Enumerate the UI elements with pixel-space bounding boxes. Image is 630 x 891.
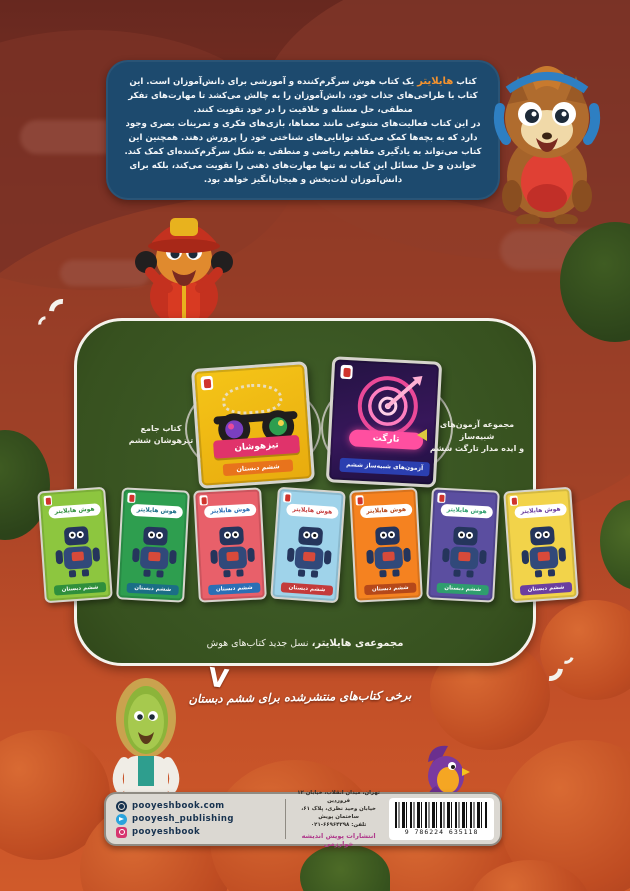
series-book-grade-band: ششم دبستان <box>126 583 178 596</box>
right-book-caption: مجموعه آزمون‌های شبیه‌ساز و ایده مدار تارگت ششم <box>429 419 525 455</box>
telegram-handle[interactable]: pooyesh_publishing <box>132 814 234 824</box>
website-url[interactable]: pooyeshbook.com <box>132 801 225 811</box>
chipmunk-mascot <box>478 56 616 224</box>
series-book-cover <box>193 487 267 602</box>
tagline-text: برخی کتاب‌های منتشرشده برای ششم دبستان <box>188 688 412 706</box>
series-caption: مجموعه‌ی هایلایتر، نسل جدید کتاب‌های هوش <box>206 638 404 649</box>
series-books-row <box>41 489 575 619</box>
series-book-title: هوش هایلایتر <box>360 504 413 519</box>
series-book-grade-band: ششم دبستان <box>437 583 489 596</box>
publisher-logo-icon <box>437 493 446 503</box>
barcode-bars <box>395 802 488 828</box>
publisher-logo-icon <box>200 376 213 391</box>
checkmark-decoration: V <box>206 662 231 696</box>
intro-text-panel <box>106 60 500 200</box>
contact-links <box>106 801 279 838</box>
telegram-icon <box>116 814 127 825</box>
publisher-name: انتشارات پویش اندیشه خوارزمی <box>301 831 376 848</box>
instagram-row[interactable] <box>116 827 279 838</box>
barcode-number: 9 786224 635118 <box>404 828 479 836</box>
publisher-logo-icon <box>509 496 518 507</box>
book-title-highlight: هایلایتر <box>417 76 454 87</box>
robot-illustration <box>47 519 107 581</box>
globe-icon <box>116 801 127 812</box>
series-book-title: هوش هایلایتر <box>204 504 257 519</box>
series-book-grade-band: ششم دبستان <box>281 582 334 596</box>
robot-illustration <box>203 519 262 580</box>
series-book-title: هوش هایلایتر <box>48 503 101 519</box>
series-book-cover <box>426 487 500 602</box>
series-book-grade-band: ششم دبستان <box>520 582 573 596</box>
arrow-icon <box>417 429 427 441</box>
left-book-caption: کتاب جامع تیزهوشان ششم <box>113 423 209 447</box>
series-book-grade-band: ششم دبستان <box>364 582 416 595</box>
series-book-cover <box>116 487 190 602</box>
telegram-row[interactable] <box>116 814 279 825</box>
publisher-address: تهران، میدان انقلاب، خیابان ۱۲ فروردین خیابان وحید نظری، پلاک ۶۱، ساختمان پویش تلفن: ۶۶۹۶۴۲۹۸-۰۲۱ انتشارات پویش اندیشه خوارزمی <box>292 790 385 847</box>
yellow-book-title: تیزهوشان <box>213 435 300 459</box>
featured-books-row <box>77 339 533 489</box>
publisher-logo-icon <box>340 365 353 380</box>
series-book-cover <box>270 487 346 603</box>
series-book-title: هوش هایلایتر <box>130 504 183 519</box>
publisher-logo-icon <box>355 495 364 505</box>
robot-illustration <box>358 519 417 580</box>
firefighter-mascot <box>116 196 252 330</box>
series-book-grade-band: ششم دبستان <box>54 582 107 596</box>
intro-paragraph-1: کتاب هایلایتر یک کتاب هوش سرگرم‌کننده و آموزشی برای دانش‌آموزان است. این کتاب با طراحی‌های جذاب خود، دانش‌آموزان را به چالش می‌کشد تا مهارت‌های تفکر منطقی، حل مسئله و خلاقیت را در خود تقویت کنند. <box>128 76 478 116</box>
instagram-handle[interactable]: pooyeshbook <box>132 827 200 837</box>
target-book-title: تارگت <box>349 429 424 450</box>
intro-paragraph-2: در این کتاب فعالیت‌های متنوعی مانند معماها، بازی‌های فکری و تمرینات بصری وجود دارد که به بچه‌ها کمک می‌کند توانایی‌های شناختی خود را پرورش دهند. همچنین این کتاب می‌تواند به یادگیری مفاهیم ریاضی و منطقی به شکل سرگرم‌کننده‌ای کمک کند. خواندن و حل مسائل این کتاب نه تنها مهارت‌های ذهنی را تقویت می‌کند، بلکه برای دانش‌آموزان لذت‌بخش و هیجان‌انگیز خواهد بود. <box>124 119 482 185</box>
instagram-icon <box>116 827 127 838</box>
series-book-title: هوش هایلایتر <box>441 504 494 519</box>
publisher-logo-icon <box>200 495 209 505</box>
series-book-cover <box>503 487 579 603</box>
featured-book-target <box>326 356 442 488</box>
publisher-logo-icon <box>283 492 292 503</box>
leaf-illustration <box>600 500 630 590</box>
series-book-cover <box>37 487 113 603</box>
featured-book-tizhooshan <box>191 361 315 489</box>
series-book-grade-band: ششم دبستان <box>208 582 260 595</box>
publisher-logo-icon <box>44 496 53 507</box>
series-book-title: هوش هایلایتر <box>514 503 567 519</box>
footer-contact-bar <box>104 792 502 846</box>
publisher-logo-icon <box>127 493 136 503</box>
robot-illustration <box>280 519 340 581</box>
robot-illustration <box>125 520 184 581</box>
divider <box>285 799 286 839</box>
series-book-cover <box>349 487 423 602</box>
target-book-band: آزمون‌های شبیه‌ساز ششم <box>339 458 430 477</box>
series-book-title: هوش هایلایتر <box>286 503 339 519</box>
robot-illustration <box>513 519 573 581</box>
books-showcase-panel <box>54 318 565 666</box>
publisher-bird-logo <box>418 742 470 798</box>
isbn-barcode <box>389 798 494 840</box>
website-row[interactable] <box>116 801 279 812</box>
robot-illustration <box>436 520 495 581</box>
yellow-book-grade-band: ششم دبستان <box>223 459 294 476</box>
